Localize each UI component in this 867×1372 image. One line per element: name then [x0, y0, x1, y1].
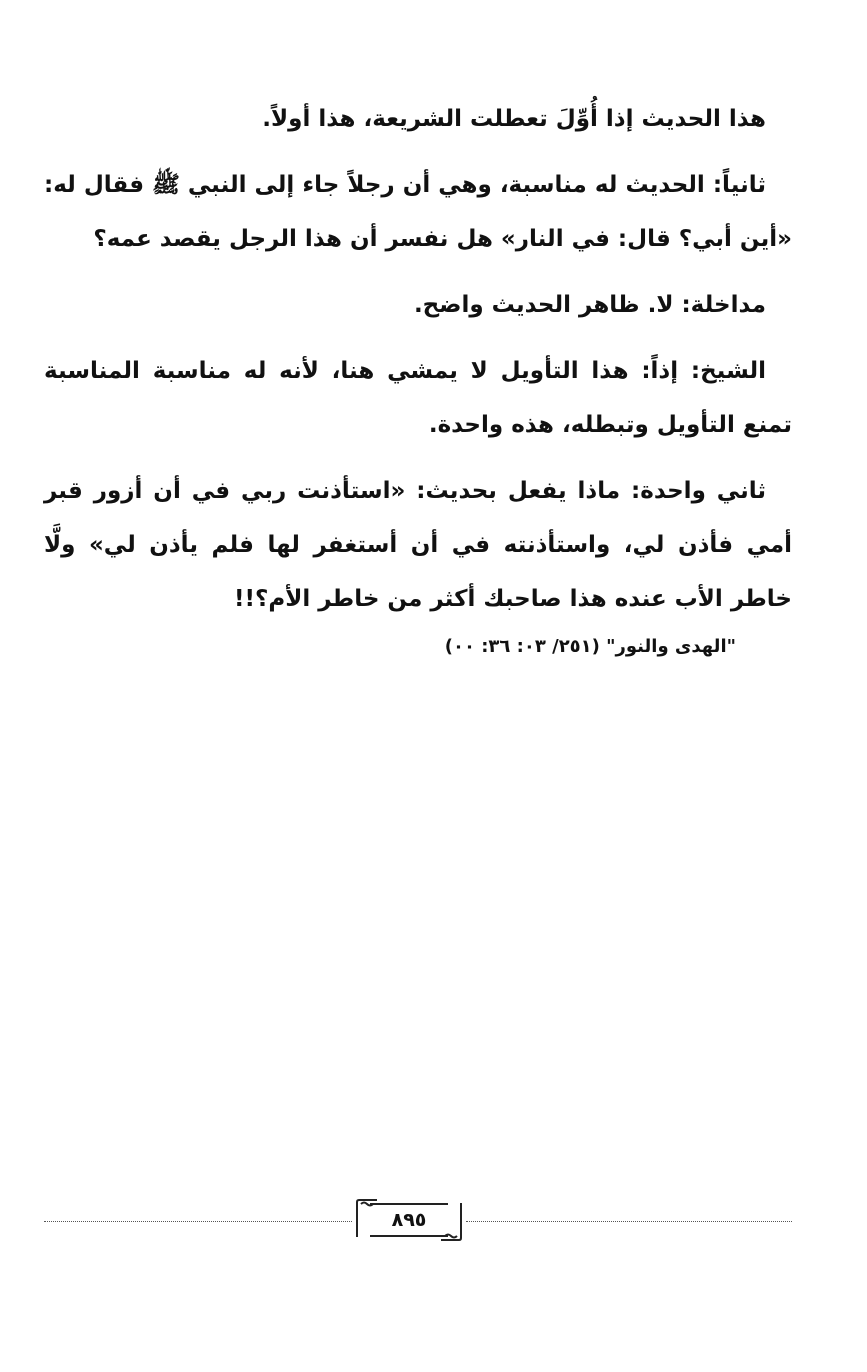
page-number: ٨٩٥	[391, 1209, 427, 1231]
paragraph-5: ثاني واحدة: ماذا يفعل بحديث: «استأذنت ربي في أن أزور قبر أمي فأذن لي، واستأذنته في أن أستغفر لها فلم يأذن لي» ولَّا خاطر الأب عنده هذا صاحبك أكثر من خاطر الأم؟!!	[44, 478, 792, 612]
source-citation: "الهدى والنور" (٢٥١/ ٠٣: ٣٦: ٠٠)	[444, 636, 736, 657]
paragraph-1: هذا الحديث إذا أُوِّلَ تعطلت الشريعة، هذا أولاً.	[262, 106, 766, 132]
footer-rule-right	[466, 1221, 792, 1222]
paragraph-2: ثانياً: الحديث له مناسبة، وهي أن رجلاً جاء إلى النبي ﷺ فقال له: «أين أبي؟ قال: في النار» هل نفسر أن هذا الرجل يقصد عمه؟	[44, 172, 792, 252]
footer-rule-left	[44, 1221, 352, 1222]
page-number-frame	[356, 1203, 462, 1237]
paragraph-4: الشيخ: إذاً: هذا التأويل لا يمشي هنا، لأنه له مناسبة المناسبة تمنع التأويل وتبطله، هذه واحدة.	[44, 358, 792, 438]
frame-ornament-icon	[440, 1227, 462, 1241]
paragraph-3: مداخلة: لا. ظاهر الحديث واضح.	[413, 292, 766, 318]
page-body	[44, 92, 792, 662]
page-footer	[44, 1203, 792, 1239]
